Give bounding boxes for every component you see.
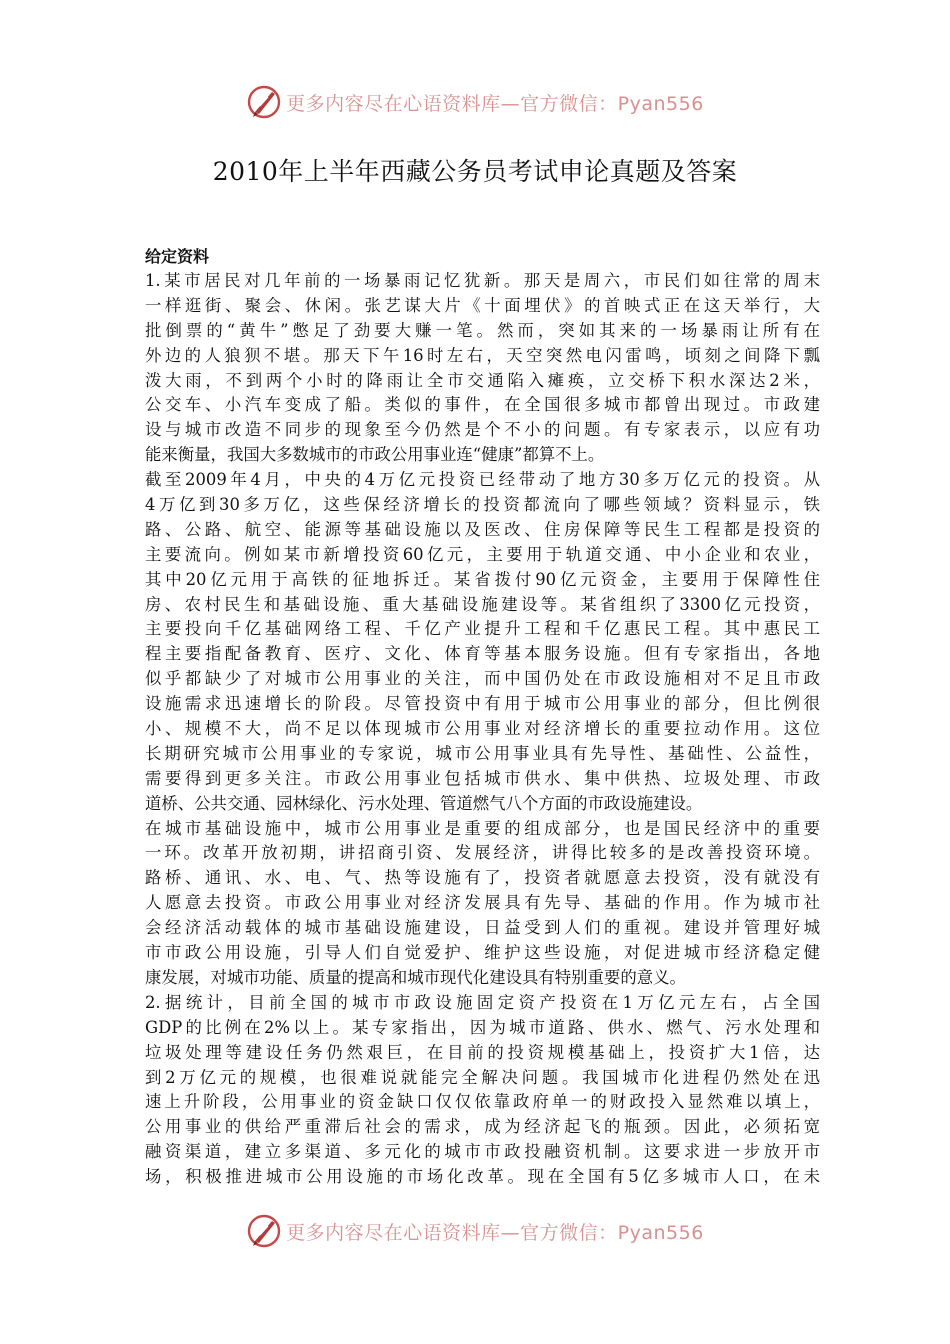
text-line: 道桥、公共交通、园林绿化、污水处理、管道燃气八个方面的市政设施建设。 <box>145 793 703 813</box>
text-line: 路、公路、航空、能源等基础设施以及医改、住房保障等民生工程都是投资的 <box>145 519 820 539</box>
text-line: 4万亿到30多万亿，这些保经济增长的投资都流向了哪些领域？资料显示，铁 <box>145 495 820 515</box>
document-body <box>145 244 820 1190</box>
text-line: 小、规模不大，尚不足以体现城市公用事业对经济增长的重要拉动作用。这位 <box>145 719 820 739</box>
text-line: 主要投向千亿基础网络工程、千亿产业提升工程和千亿惠民工程。其中惠民工 <box>145 619 820 639</box>
document-title: 2010年上半年西藏公务员考试申论真题及答案 <box>212 157 738 186</box>
paragraph-lines <box>145 269 820 1190</box>
text-line: 到2万亿元的规模，也很难说就能完全解决问题。我国城市化进程仍然处在迅 <box>145 1067 820 1087</box>
watermark-text: 更多内容尽在心语资料库—官方微信：Pyan556 <box>286 92 704 115</box>
text-line: 一环。改革开放初期，讲招商引资、发展经济，讲得比较多的是改善投资环境。 <box>145 843 820 863</box>
text-line: 场，积极推进城市公用设施的市场化改革。现在全国有5亿多城市人口，在未 <box>145 1167 820 1187</box>
text-line: 泼大雨，不到两个小时的降雨让全市交通陷入瘫痪，立交桥下积水深达2米， <box>145 370 820 390</box>
watermark-text: 更多内容尽在心语资料库—官方微信：Pyan556 <box>286 1221 704 1244</box>
text-line: 设与城市改造不同步的现象至今仍然是个不小的问题。有专家表示，以应有功 <box>145 420 820 440</box>
text-line: 主要流向。例如某市新增投资60亿元，主要用于轨道交通、中小企业和农业， <box>145 544 820 564</box>
text-line: 市市政公用设施，引导人们自觉爱护、维护这些设施，对促进城市经济稳定健 <box>145 943 820 963</box>
text-line: 似乎都缺少了对城市公用事业的关注，而中国仍处在市政设施相对不足且市政 <box>145 669 820 689</box>
text-line: 批倒票的“黄牛”憋足了劲要大赚一笔。然而，突如其来的一场暴雨让所有在 <box>145 320 820 340</box>
text-line: 公用事业的供给严重滞后社会的需求，成为经济起飞的瓶颈。因此，必须拓宽 <box>145 1117 820 1137</box>
text-line: 能来衡量，我国大多数城市的市政公用事业连“健康”都算不上。 <box>145 445 605 465</box>
text-line: 截至2009年4月，中央的4万亿元投资已经带动了地方30多万亿元的投资。从 <box>145 470 820 490</box>
watermark-banner-bottom <box>0 1211 950 1251</box>
text-line: 在城市基础设施中，城市公用事业是重要的组成部分，也是国民经济中的重要 <box>145 818 820 838</box>
text-line: 会经济活动载体的城市基础设施建设，日益受到人们的重视。建设并管理好城 <box>145 918 820 938</box>
text-line: 房、农村民生和基础设施、重大基础设施建设等。某省组织了3300亿元投资， <box>145 594 820 614</box>
text-line: GDP的比例在2%以上。某专家指出，因为城市道路、供水、燃气、污水处理和 <box>145 1017 820 1037</box>
text-line: 需要得到更多关注。市政公用事业包括城市供水、集中供热、垃圾处理、市政 <box>145 768 820 788</box>
quill-pen-icon <box>246 84 282 120</box>
text-line: 设施需求迅速增长的阶段。尽管投资中有用于城市公用事业的部分，但比例很 <box>145 694 820 714</box>
text-line: 2.据统计，目前全国的城市市政设施固定资产投资在1万亿元左右，占全国 <box>145 992 820 1012</box>
text-line: 外边的人狼狈不堪。那天下午16时左右，天空突然电闪雷鸣，顷刻之间降下瓢 <box>145 345 820 365</box>
text-line: 路桥、通讯、水、电、气、热等设施有了，投资者就愿意去投资，没有就没有 <box>145 868 820 888</box>
text-line: 其中20亿元用于高铁的征地拆迁。某省拨付90亿元资金，主要用于保障性住 <box>145 569 820 589</box>
quill-pen-icon <box>246 1213 282 1249</box>
text-line: 康发展，对城市功能、质量的提高和城市现代化建设具有特别重要的意义。 <box>145 967 686 987</box>
text-line: 公交车、小汽车变成了船。类似的事件，在全国很多城市都曾出现过。市政建 <box>145 395 820 415</box>
text-line: 速上升阶段，公用事业的资金缺口仅仅依靠政府单一的财政投入显然难以填上， <box>145 1092 820 1112</box>
watermark-banner-top <box>0 82 950 122</box>
text-line: 程主要指配备教育、医疗、文化、体育等基本服务设施。但有专家指出，各地 <box>145 644 820 664</box>
text-line: 1.某市居民对几年前的一场暴雨记忆犹新。那天是周六，市民们如往常的周末 <box>145 271 820 290</box>
text-line: 垃圾处理等建设任务仍然艰巨，在目前的投资规模基础上，投资扩大1倍，达 <box>145 1042 820 1062</box>
text-line: 长期研究城市公用事业的专家说，城市公用事业具有先导性、基础性、公益性， <box>145 743 820 763</box>
section-heading: 给定资料 <box>145 247 210 266</box>
text-line: 一样逛街、聚会、休闲。张艺谋大片《十面埋伏》的首映式正在这天举行，大 <box>145 295 820 315</box>
text-line: 人愿意去投资。市政公用事业对经济发展具有先导、基础的作用。作为城市社 <box>145 893 820 913</box>
text-line: 融资渠道，建立多渠道、多元化的城市市政投融资机制。这要求进一步放开市 <box>145 1142 820 1162</box>
